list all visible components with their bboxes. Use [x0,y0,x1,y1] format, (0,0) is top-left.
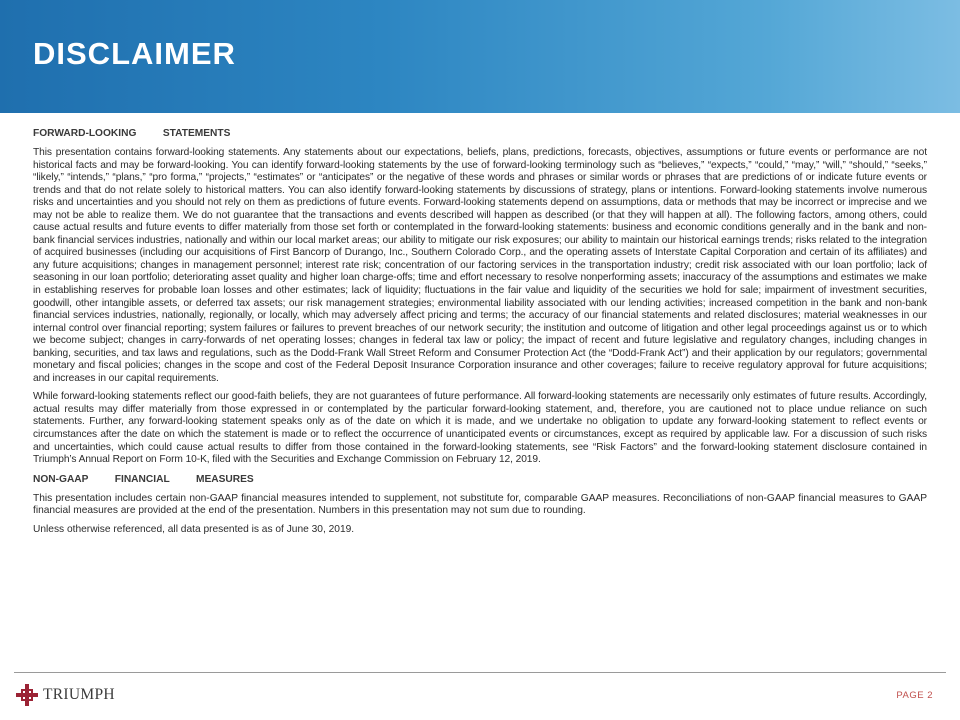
triumph-logo [16,683,115,707]
disclaimer-body [33,127,927,542]
forward-looking-paragraph-2: While forward-looking statements reflect our good-faith beliefs, they are not guarantees of future performance. All forward-looking statements are necessarily only estimates of future results. Accordingly, actual results may differ materially from those expressed in or contemplated by the particular forward-looking statement, and, therefore, you are cautioned not to place undue reliance on such statements. Further, any forward-looking statement speaks only as of the date on which it is made, and we undertake no obligation to update any forward-looking statement to reflect events or circumstances after the date on which the statement is made or to reflect the occurrence of unanticipated events or circumstances, except as required by applicable law. For a discussion of such risks and uncertainties, which could cause actual results to differ from those contained in the forward-looking statements, see “Risk Factors” and the forward-looking statement disclosure contained in Triumph’s Annual Report on Form 10-K, filed with the Securities and Exchange Commission on February 12, 2019. [33,391,927,466]
header-banner [0,0,960,113]
forward-looking-paragraph-1: This presentation contains forward-looking statements. Any statements about our expectations, beliefs, plans, predictions, forecasts, objectives, assumptions or future events or performance are not historical facts and may be forward-looking. You can identify forward-looking statements by the use of forward-looking terminology such as “believes,” “expects,” “could,” “may,” “will,” “should,” “seeks,” “likely,” “intends,” “plans,” “pro forma,” “projects,” “estimates” or “anticipates” or the negative of these words and phrases or similar words or phrases that are predictions of or indicate future events or trends and that do not relate solely to historical matters. You can also identify forward-looking statements by discussions of strategy, plans or intentions. Forward-looking statements involve numerous risks and uncertainties and you should not rely on them as predictions of future events. Forward-looking statements depend on assumptions, data or methods that may be incorrect or imprecise and we may not be able to realize them. We do not guarantee that the transactions and events described will happen as described (or that they will happen at all). The following factors, among others, could cause actual results and future events to differ materially from those set forth or contemplated in the forward-looking statements: business and economic conditions generally and in the bank and non-bank financial services industries, nationally and within our local market areas; our ability to mitigate our risk exposures; our ability to maintain our historical earnings trends; risks related to the integration of acquired businesses (including our acquisitions of First Bancorp of Durango, Inc., Southern Colorado Corp., and the operating assets of Interstate Capital Corporation and certain of its affiliates) and any future acquisitions; changes in management personnel; interest rate risk; concentration of our factoring services in the transportation industry; credit risk associated with our loan portfolio; lack of seasoning in our loan portfolio; deteriorating asset quality and higher loan charge-offs; time and effort necessary to resolve nonperforming assets; inaccuracy of the assumptions and estimates we make in establishing reserves for probable loan losses and other estimates; lack of liquidity; fluctuations in the fair value and liquidity of the securities we hold for sale; impairment of investment securities, goodwill, other intangible assets, or deferred tax assets; our risk management strategies; environmental liability associated with our lending activities; increased competition in the bank and non-bank financial services industries, nationally, regionally, or locally, which may adversely affect pricing and terms; the accuracy of our financial statements and related disclosures; material weaknesses in our internal control over financial reporting; system failures or failures to prevent breaches of our network security; the institution and outcome of litigation and other legal proceedings against us or to which we become subject; changes in carry-forwards of net operating losses; changes in federal tax law or policy; the impact of recent and future legislative and regulatory changes, including changes in banking, securities, and tax laws and regulations, such as the Dodd-Frank Wall Street Reform and Consumer Protection Act (the “Dodd-Frank Act”) and their application by our regulators; governmental monetary and fiscal policies; changes in the scope and cost of the Federal Deposit Insurance Corporation insurance and other coverages; failure to receive regulatory approval for future acquisitions; and increases in our capital requirements. [33,147,927,384]
section-heading-forward-looking: FORWARD-LOOKING STATEMENTS [33,128,231,139]
non-gaap-paragraph-1: This presentation includes certain non-GAAP financial measures intended to supplement, not substitute for, comparable GAAP measures. Reconciliations of non-GAAP financial measures to GAAP financial measures are provided at the end of the presentation. Numbers in this presentation may not sum due to rounding. [33,492,927,517]
logo-wordmark: TRIUMPH [43,686,115,703]
section-heading-non-gaap: NON-GAAP FINANCIAL MEASURES [33,473,254,485]
cross-logo-icon [16,684,38,706]
page-title: DISCLAIMER [33,36,236,71]
footer-divider [14,672,946,673]
page-number: PAGE 2 [896,690,933,701]
non-gaap-paragraph-2: Unless otherwise referenced, all data presented is as of June 30, 2019. [33,523,355,535]
